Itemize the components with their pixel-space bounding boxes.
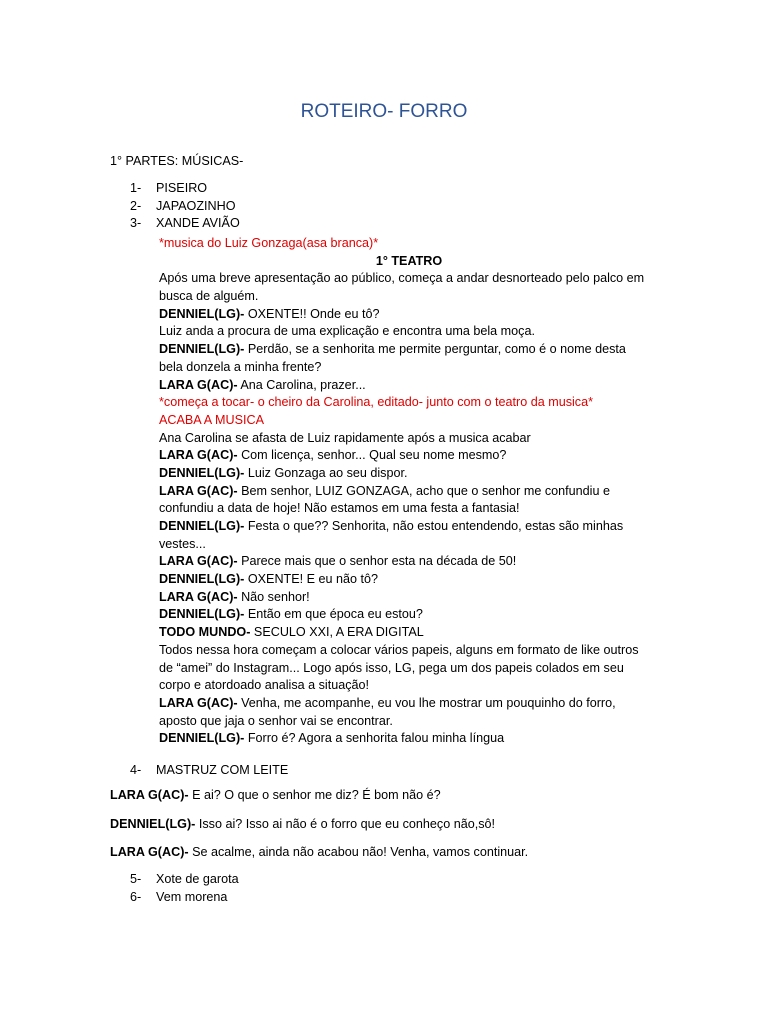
line-text: Forro é? Agora a senhorita falou minha língua xyxy=(244,731,505,746)
dialogue-line xyxy=(159,483,659,501)
speaker: DENNIEL(LG)- xyxy=(159,607,245,622)
speaker: LARA G(AC)- xyxy=(159,377,238,392)
line-text: Com licença, senhor... Qual seu nome mesmo? xyxy=(237,448,507,463)
dialogue-line xyxy=(159,518,659,536)
list-item xyxy=(130,871,239,889)
dialogue-line xyxy=(159,306,659,324)
song-name: Xote de garota xyxy=(156,872,239,886)
stage-direction xyxy=(159,430,659,448)
stage-direction xyxy=(159,660,659,678)
song-name: MASTRUZ COM LEITE xyxy=(156,763,289,777)
song-name: XANDE AVIÃO xyxy=(156,216,240,231)
speaker: DENNIEL(LG)- xyxy=(159,306,245,321)
script-block xyxy=(159,235,659,748)
stage-direction xyxy=(159,270,659,288)
dialogue-text: Se acalme, ainda não acabou não! Venha, vamos continuar. xyxy=(188,845,529,859)
song-name: PISEIRO xyxy=(156,181,208,195)
dialogue-line xyxy=(159,341,659,359)
dialogue-line xyxy=(159,447,659,465)
list-number: 5- xyxy=(130,872,142,886)
line-text: Luiz Gonzaga ao seu dispor. xyxy=(244,465,408,480)
speaker: LARA G(AC)- xyxy=(110,788,189,802)
list-number: 1- xyxy=(130,181,142,195)
song-list-last xyxy=(130,871,239,906)
stage-direction xyxy=(159,288,659,306)
line-text: de “amei” do Instagram... Logo após isso, LG, pega um dos papeis colados em seu xyxy=(159,660,624,675)
speaker: LARA G(AC)- xyxy=(159,589,238,604)
line-text: aposto que jaja o senhor vai se encontrar. xyxy=(159,713,393,728)
list-item xyxy=(130,889,239,907)
line-text: Então em que época eu estou? xyxy=(244,607,423,622)
stage-direction xyxy=(159,642,659,660)
speaker: LARA G(AC)- xyxy=(159,554,238,569)
line-text: Não senhor! xyxy=(237,589,310,604)
speaker: DENNIEL(LG)- xyxy=(110,817,196,831)
list-number: 3- xyxy=(130,216,142,231)
speaker: TODO MUNDO- xyxy=(159,625,251,640)
stage-direction xyxy=(159,536,659,554)
list-number: 4- xyxy=(130,763,142,777)
list-item xyxy=(130,198,240,216)
stage-direction xyxy=(159,713,659,731)
line-text: Ana Carolina se afasta de Luiz rapidamente após a musica acabar xyxy=(159,430,531,445)
list-item xyxy=(130,762,288,780)
script-lines xyxy=(159,270,659,748)
dialogue-line xyxy=(159,606,659,624)
line-text: bela donzela a minha frente? xyxy=(159,359,322,374)
line-text: Todos nessa hora começam a colocar vários papeis, alguns em formato de like outros xyxy=(159,642,639,657)
song-item-4 xyxy=(130,762,288,780)
list-number: 6- xyxy=(130,889,142,904)
document-title: ROTEIRO- FORRO xyxy=(300,101,468,122)
dialogue-line xyxy=(159,571,659,589)
line-text: Parece mais que o senhor esta na década de 50! xyxy=(237,554,517,569)
line-text: Perdão, se a senhorita me permite perguntar, como é o nome desta xyxy=(244,342,626,357)
stage-cue xyxy=(159,394,659,412)
speaker: DENNIEL(LG)- xyxy=(159,342,245,357)
line-text: Bem senhor, LUIZ GONZAGA, acho que o senhor me confundiu e xyxy=(237,483,610,498)
song-name: Vem morena xyxy=(156,889,228,904)
speaker: LARA G(AC)- xyxy=(159,483,238,498)
line-text: busca de alguém. xyxy=(159,289,259,304)
line-text: confundiu a data de hoje! Não estamos em uma festa a fantasia! xyxy=(159,501,520,516)
line-text: OXENTE!! Onde eu tô? xyxy=(244,306,380,321)
speaker: DENNIEL(LG)- xyxy=(159,519,245,533)
speaker: LARA G(AC)- xyxy=(159,695,238,710)
dialogue-text: Isso ai? Isso ai não é o forro que eu conheço não,sô! xyxy=(195,817,496,831)
speaker: DENNIEL(LG)- xyxy=(159,465,245,480)
line-text: OXENTE! E eu não tô? xyxy=(244,572,379,587)
stage-direction xyxy=(159,323,659,341)
stage-direction xyxy=(159,500,659,518)
dialogue-line xyxy=(110,788,441,802)
list-number: 2- xyxy=(130,198,142,213)
dialogue-line xyxy=(159,377,659,395)
dialogue-line xyxy=(159,465,659,483)
parts-heading: 1° PARTES: MÚSICAS- xyxy=(110,154,244,168)
line-text: vestes... xyxy=(159,536,206,551)
line-text: corpo e atordoado analisa a situação! xyxy=(159,678,370,693)
speaker: LARA G(AC)- xyxy=(159,448,238,463)
list-item xyxy=(130,180,240,198)
dialogue-line xyxy=(159,624,659,642)
list-item xyxy=(130,215,240,233)
stage-cue xyxy=(159,412,659,430)
dialogue-line xyxy=(110,845,528,859)
stage-direction xyxy=(159,677,659,695)
line-text: ACABA A MUSICA xyxy=(159,412,264,427)
dialogue-line xyxy=(159,695,659,713)
song-name: JAPAOZINHO xyxy=(156,198,236,213)
dialogue-line xyxy=(110,817,495,831)
song-list-first xyxy=(130,180,240,233)
line-text: Luiz anda a procura de uma explicação e encontra uma bela moça. xyxy=(159,324,535,339)
dialogue-line xyxy=(159,730,659,748)
line-text: SECULO XXI, A ERA DIGITAL xyxy=(250,625,424,640)
speaker: LARA G(AC)- xyxy=(110,845,189,859)
line-text: Venha, me acompanhe, eu vou lhe mostrar um pouquinho do forro, xyxy=(237,695,616,710)
line-text: Após uma breve apresentação ao público, começa a andar desnorteado pelo palco em xyxy=(159,271,645,286)
speaker: DENNIEL(LG)- xyxy=(159,572,245,587)
line-text: *começa a tocar- o cheiro da Carolina, editado- junto com o teatro da musica* xyxy=(159,395,594,410)
song-note: *musica do Luiz Gonzaga(asa branca)* xyxy=(159,236,379,250)
teatro-heading: 1° TEATRO xyxy=(375,253,443,268)
stage-direction xyxy=(159,359,659,377)
dialogue-line xyxy=(159,589,659,607)
line-text: Festa o que?? Senhorita, não estou entendendo, estas são minhas xyxy=(244,519,624,533)
speaker: DENNIEL(LG)- xyxy=(159,731,245,746)
dialogue-text: E ai? O que o senhor me diz? É bom não é? xyxy=(188,788,441,802)
dialogue-line xyxy=(159,553,659,571)
line-text: Ana Carolina, prazer... xyxy=(237,377,366,392)
